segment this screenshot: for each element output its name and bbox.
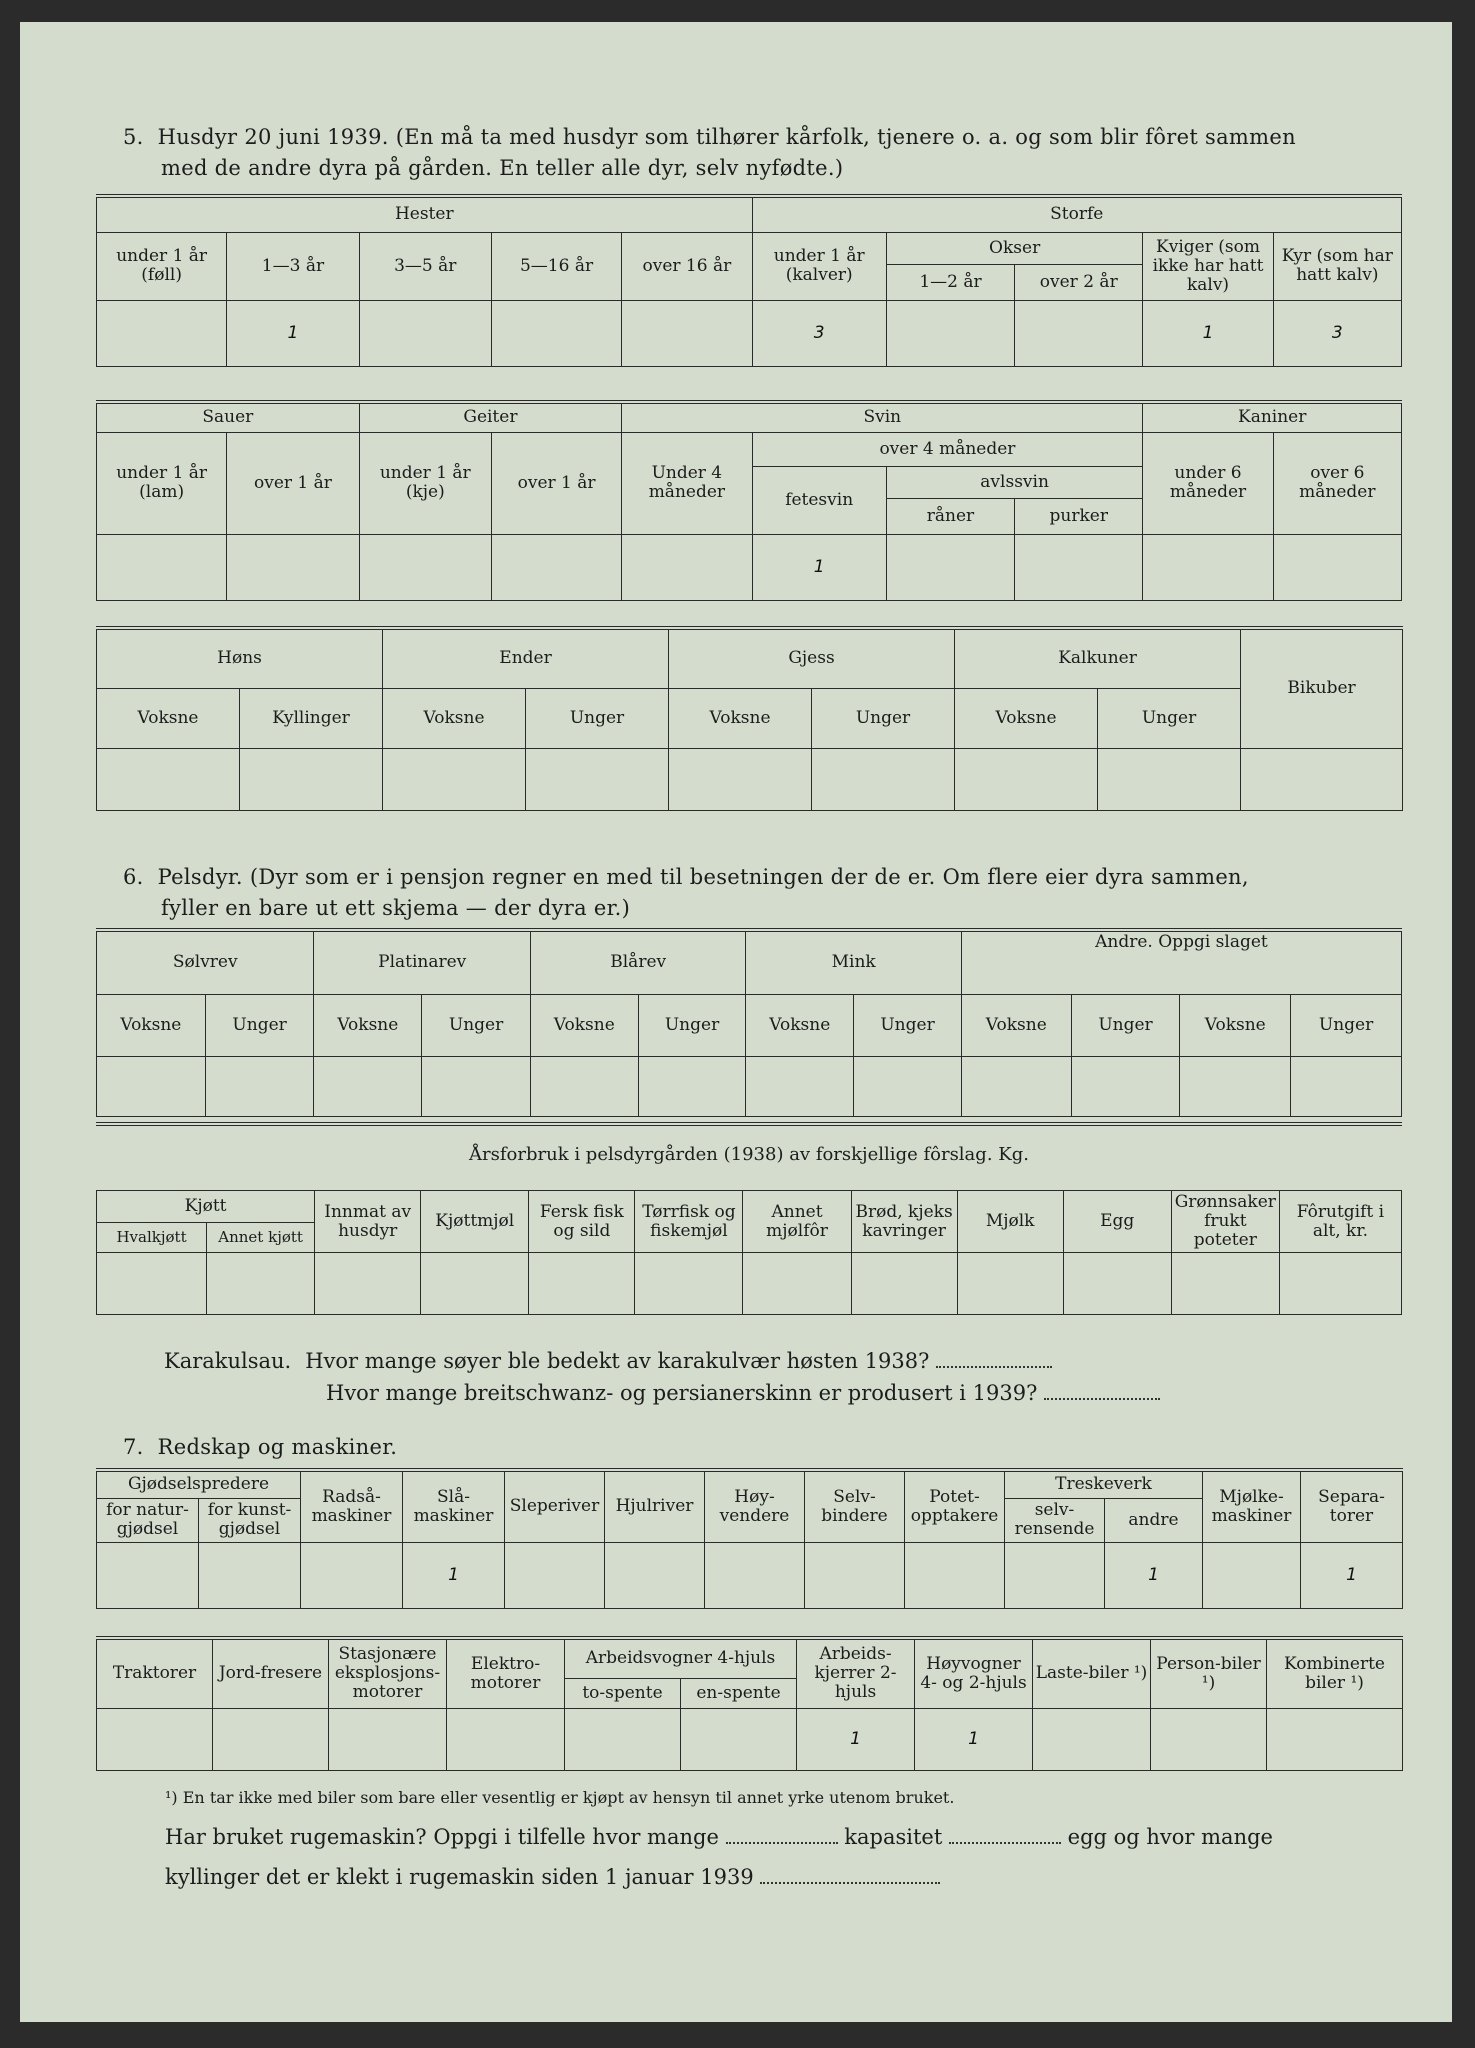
value-cell[interactable]: [622, 534, 752, 600]
col-foll: under 1 år (føll): [97, 232, 227, 300]
value-cell[interactable]: [529, 1253, 635, 1315]
col-okser: Okser: [886, 232, 1143, 264]
col-3-5: 3—5 år: [359, 232, 491, 300]
col-5-16: 5—16 år: [491, 232, 621, 300]
col-enspente: en-spente: [681, 1678, 797, 1708]
value-cell[interactable]: [315, 1253, 421, 1315]
col-voksne: Voksne: [383, 688, 526, 748]
value-cell[interactable]: [805, 1542, 905, 1608]
value-cell[interactable]: [1180, 1056, 1291, 1116]
value-cell[interactable]: [681, 1708, 797, 1770]
col-gronnsaker: Grønnsaker frukt poteter: [1171, 1191, 1279, 1253]
value-cell[interactable]: 1: [227, 300, 359, 366]
hester-label: Hester: [97, 196, 753, 232]
col-unger: Unger: [422, 994, 531, 1056]
value-cell[interactable]: [207, 1253, 315, 1315]
col-hvalkjott: Hvalkjøtt: [97, 1223, 207, 1253]
geiter-label: Geiter: [359, 402, 622, 432]
value-cell[interactable]: [705, 1542, 805, 1608]
section-number: 7.: [123, 1435, 144, 1459]
value-cell[interactable]: 1: [752, 534, 886, 600]
col-fersk-fisk: Fersk fisk og sild: [529, 1191, 635, 1253]
col-unger: Unger: [1291, 994, 1402, 1056]
col-okser-over-2: over 2 år: [1015, 264, 1143, 300]
col-voksne: Voksne: [97, 688, 240, 748]
redskap-table-2: [96, 1636, 1403, 1771]
col-lam: under 1 år (lam): [97, 432, 227, 534]
value-cell[interactable]: [1241, 748, 1403, 810]
sauer-svin-table: [96, 400, 1402, 601]
col-radsa: Radså-maskiner: [301, 1470, 403, 1542]
kalkuner-label: Kalkuner: [955, 628, 1241, 688]
value-cell[interactable]: [743, 1253, 851, 1315]
value-cell[interactable]: [886, 300, 1014, 366]
col-voksne: Voksne: [530, 994, 638, 1056]
rugemaskin-line-2: [165, 1862, 940, 1892]
value-cell[interactable]: [1151, 1708, 1267, 1770]
heading-line-1: Husdyr 20 juni 1939. (En må ta med husdyr som tilhører kårfolk, tjenere o. a. og som blir fôret sammen: [157, 125, 1296, 149]
value-cell[interactable]: 1: [915, 1708, 1033, 1770]
value-cell[interactable]: [851, 1253, 957, 1315]
col-raner: råner: [886, 498, 1014, 534]
value-cell[interactable]: [447, 1708, 565, 1770]
value-cell[interactable]: [359, 534, 491, 600]
redskap-values-1: [97, 1542, 1403, 1608]
gjodsel-label: Gjødselspredere: [97, 1470, 301, 1498]
value-cell[interactable]: 1: [1105, 1542, 1203, 1608]
col-unger: Unger: [812, 688, 955, 748]
footnote: ¹) En tar ikke med biler som bare eller vesentlig er kjøpt av hensyn til annet yrke utenom bruket.: [165, 1788, 955, 1807]
col-kyllinger: Kyllinger: [240, 688, 383, 748]
karakul-question-2: Hvor mange breitschwanz- og persianerskinn er produsert i 1939?: [326, 1381, 1038, 1405]
value-cell[interactable]: 1: [1143, 300, 1273, 366]
fjaerfe-values: [97, 748, 1403, 810]
andre-label: Andre. Oppgi slaget: [961, 930, 1401, 994]
value-cell[interactable]: [1015, 300, 1143, 366]
value-cell[interactable]: [1015, 534, 1143, 600]
treskeverk-label: Treskeverk: [1005, 1470, 1203, 1498]
value-cell[interactable]: [97, 300, 227, 366]
sauer-svin-values: [97, 534, 1402, 600]
heading-text: Redskap og maskiner.: [157, 1435, 398, 1459]
value-cell[interactable]: [240, 748, 383, 810]
heading-line-1: Pelsdyr. (Dyr som er i pensjon regner en med til besetningen der de er. Om flere eier dyra sammen,: [157, 865, 1249, 889]
value-cell[interactable]: [329, 1708, 447, 1770]
egg-label: egg og hvor mange: [1067, 1825, 1273, 1849]
col-forutgift: Fôrutgift i alt, kr.: [1279, 1191, 1401, 1253]
col-okser-1-2: 1—2 år: [886, 264, 1014, 300]
value-cell[interactable]: [1071, 1056, 1180, 1116]
value-cell[interactable]: [491, 534, 621, 600]
value-cell[interactable]: [1063, 1253, 1171, 1315]
value-cell[interactable]: [505, 1542, 605, 1608]
col-avlssvin: avlssvin: [886, 466, 1143, 498]
col-voksne: Voksne: [961, 994, 1071, 1056]
col-hoyvogner: Høyvogner 4- og 2-hjuls: [915, 1638, 1033, 1708]
value-cell[interactable]: 1: [1301, 1542, 1403, 1608]
value-cell[interactable]: [301, 1542, 403, 1608]
col-over-4: over 4 måneder: [752, 432, 1143, 466]
col-unger: Unger: [854, 994, 962, 1056]
value-cell[interactable]: [1033, 1708, 1151, 1770]
col-naturgjodsel: for natur-gjødsel: [97, 1498, 199, 1542]
col-potetopptakere: Potet-opptakere: [905, 1470, 1005, 1542]
pelsdyr-table: [96, 928, 1402, 1117]
col-selvbindere: Selv-bindere: [805, 1470, 905, 1542]
value-cell[interactable]: [957, 1253, 1063, 1315]
col-sau-over-1: over 1 år: [227, 432, 359, 534]
forbruk-values: [97, 1253, 1402, 1315]
col-brod: Brød, kjeks kavringer: [851, 1191, 957, 1253]
kapasitet-label: kapasitet: [844, 1825, 943, 1849]
pelsdyr-values: [97, 1056, 1402, 1116]
col-over-16: over 16 år: [622, 232, 752, 300]
hester-storfe-table: [96, 194, 1402, 367]
col-torrfisk: Tørrfisk og fiskemjøl: [635, 1191, 743, 1253]
col-tospente: to-spente: [565, 1678, 681, 1708]
col-kanin-over-6: over 6 måneder: [1273, 432, 1401, 534]
col-kalver: under 1 år (kalver): [752, 232, 886, 300]
col-unger: Unger: [638, 994, 746, 1056]
kapasitet-input[interactable]: [949, 1824, 1061, 1844]
value-cell[interactable]: [1273, 534, 1401, 600]
col-kviger: Kviger (som ikke har hatt kalv): [1143, 232, 1273, 300]
solvrev-label: Sølvrev: [97, 930, 314, 994]
arbeidsvogner-label: Arbeidsvogner 4-hjuls: [565, 1638, 797, 1678]
col-lastebiler: Laste-biler ¹): [1033, 1638, 1151, 1708]
value-cell[interactable]: [638, 1056, 746, 1116]
kyllinger-input[interactable]: [760, 1864, 940, 1884]
husdyr-heading: [123, 122, 1296, 184]
col-separatorer: Separa-torer: [1301, 1470, 1403, 1542]
col-annet-kjott: Annet kjøtt: [207, 1223, 315, 1253]
col-voksne: Voksne: [314, 994, 422, 1056]
value-cell[interactable]: [97, 748, 240, 810]
value-cell[interactable]: [359, 300, 491, 366]
col-voksne: Voksne: [669, 688, 812, 748]
value-cell[interactable]: [1005, 1542, 1105, 1608]
section-number: 5.: [123, 125, 144, 149]
value-cell[interactable]: [635, 1253, 743, 1315]
forbruk-table: [96, 1190, 1402, 1315]
col-unger: Unger: [526, 688, 669, 748]
col-unger: Unger: [1071, 994, 1180, 1056]
col-selvrensende: selv-rensende: [1005, 1498, 1105, 1542]
col-egg: Egg: [1063, 1191, 1171, 1253]
col-kyr: Kyr (som har hatt kalv): [1273, 232, 1401, 300]
col-fetesvin: fetesvin: [752, 466, 886, 534]
kaniner-label: Kaniner: [1143, 402, 1402, 432]
karakul-label: Karakulsau.: [164, 1349, 292, 1373]
karakul-question-1: Hvor mange søyer ble bedekt av karakulvær høsten 1938?: [305, 1349, 930, 1373]
col-geit-over-1: over 1 år: [491, 432, 621, 534]
value-cell[interactable]: 1: [797, 1708, 915, 1770]
section-number: 6.: [123, 865, 144, 889]
col-sleperiver: Sleperiver: [505, 1470, 605, 1542]
value-cell[interactable]: [669, 748, 812, 810]
value-cell[interactable]: [746, 1056, 854, 1116]
col-hjulriver: Hjulriver: [605, 1470, 705, 1542]
sauer-label: Sauer: [97, 402, 360, 432]
value-cell[interactable]: [97, 1542, 199, 1608]
col-kanin-under-6: under 6 måneder: [1143, 432, 1273, 534]
mink-label: Mink: [746, 930, 961, 994]
heading-line-2: med de andre dyra på gården. En teller alle dyr, selv nyfødte.): [161, 156, 844, 180]
svin-label: Svin: [622, 402, 1143, 432]
platinarev-label: Platinarev: [314, 930, 530, 994]
col-hoyvendere: Høy-vendere: [705, 1470, 805, 1542]
value-cell[interactable]: [1279, 1253, 1401, 1315]
forbruk-title: Årsforbruk i pelsdyrgården (1938) av forskjellige fôrslag. Kg.: [469, 1144, 1029, 1165]
kjott-label: Kjøtt: [97, 1191, 315, 1223]
col-innmat: Innmat av husdyr: [315, 1191, 421, 1253]
karakul-q2: [326, 1378, 1160, 1408]
value-cell[interactable]: [491, 300, 621, 366]
value-cell[interactable]: [812, 748, 955, 810]
kyllinger-question: kyllinger det er klekt i rugemaskin siden 1 januar 1939: [165, 1865, 754, 1889]
col-personbiler: Person-biler ¹): [1151, 1638, 1267, 1708]
pelsdyr-heading: [123, 862, 1249, 924]
col-svin-under-4: Under 4 måneder: [622, 432, 752, 534]
rugemaskin-question: Har bruket rugemaskin? Oppgi i tilfelle hvor mange: [165, 1825, 719, 1849]
forbruk-divider: [96, 1122, 1402, 1126]
census-form-page: [20, 22, 1452, 2022]
value-cell[interactable]: [421, 1253, 529, 1315]
col-stasjonaere: Stasjonære eksplosjons-motorer: [329, 1638, 447, 1708]
rugemaskin-antall-input[interactable]: [726, 1824, 838, 1844]
value-cell[interactable]: [97, 1056, 206, 1116]
hester-storfe-values: [97, 300, 1402, 366]
value-cell[interactable]: [205, 1056, 314, 1116]
value-cell[interactable]: [854, 1056, 962, 1116]
ender-label: Ender: [383, 628, 669, 688]
redskap-table-1: [96, 1468, 1403, 1609]
col-voksne: Voksne: [1180, 994, 1291, 1056]
karakul-q1: [164, 1346, 1052, 1376]
col-unger: Unger: [205, 994, 314, 1056]
col-arbeidskjerrer: Arbeids-kjerrer 2-hjuls: [797, 1638, 915, 1708]
value-cell[interactable]: [530, 1056, 638, 1116]
value-cell[interactable]: 1: [403, 1542, 505, 1608]
redskap-values-2: [97, 1708, 1403, 1770]
col-sla: Slå-maskiner: [403, 1470, 505, 1542]
value-cell[interactable]: [905, 1542, 1005, 1608]
col-jordfresere: Jord-fresere: [213, 1638, 329, 1708]
value-cell[interactable]: [961, 1056, 1071, 1116]
value-cell[interactable]: [199, 1542, 301, 1608]
col-voksne: Voksne: [97, 994, 206, 1056]
value-cell[interactable]: [622, 300, 752, 366]
storfe-label: Storfe: [752, 196, 1401, 232]
col-mjolkemaskiner: Mjølke-maskiner: [1203, 1470, 1301, 1542]
value-cell[interactable]: [1291, 1056, 1402, 1116]
value-cell[interactable]: 3: [752, 300, 886, 366]
col-mjolk: Mjølk: [957, 1191, 1063, 1253]
col-traktorer: Traktorer: [97, 1638, 213, 1708]
col-kunstgjodsel: for kunst-gjødsel: [199, 1498, 301, 1542]
blarev-label: Blårev: [530, 930, 745, 994]
col-1-3: 1—3 år: [227, 232, 359, 300]
gjess-label: Gjess: [669, 628, 955, 688]
value-cell[interactable]: [1143, 534, 1273, 600]
value-cell[interactable]: [565, 1708, 681, 1770]
karakul-answer-1[interactable]: [936, 1348, 1052, 1368]
value-cell[interactable]: [526, 748, 669, 810]
col-andre: andre: [1105, 1498, 1203, 1542]
col-kje: under 1 år (kje): [359, 432, 491, 534]
value-cell[interactable]: [314, 1056, 422, 1116]
col-annet-mjolfor: Annet mjølfôr: [743, 1191, 851, 1253]
hons-label: Høns: [97, 628, 383, 688]
col-elektromotorer: Elektro-motorer: [447, 1638, 565, 1708]
value-cell[interactable]: [1267, 1708, 1403, 1770]
col-kombinerte: Kombinerte biler ¹): [1267, 1638, 1403, 1708]
rugemaskin-line-1: [165, 1822, 1273, 1852]
value-cell[interactable]: [1171, 1253, 1279, 1315]
bikuber-label: Bikuber: [1241, 628, 1403, 748]
value-cell[interactable]: [1203, 1542, 1301, 1608]
value-cell[interactable]: 3: [1273, 300, 1401, 366]
col-voksne: Voksne: [955, 688, 1098, 748]
fjaerfe-table: [96, 626, 1403, 811]
value-cell[interactable]: [422, 1056, 531, 1116]
value-cell[interactable]: [227, 534, 359, 600]
redskap-heading: [123, 1432, 397, 1463]
value-cell[interactable]: [383, 748, 526, 810]
value-cell[interactable]: [97, 534, 227, 600]
value-cell[interactable]: [97, 1708, 213, 1770]
col-kjottmjol: Kjøttmjøl: [421, 1191, 529, 1253]
col-voksne: Voksne: [746, 994, 854, 1056]
value-cell[interactable]: [955, 748, 1098, 810]
col-purker: purker: [1015, 498, 1143, 534]
value-cell[interactable]: [213, 1708, 329, 1770]
karakul-answer-2[interactable]: [1044, 1380, 1160, 1400]
value-cell[interactable]: [1098, 748, 1241, 810]
heading-line-2: fyller en bare ut ett skjema — der dyra er.): [161, 896, 631, 920]
value-cell[interactable]: [886, 534, 1014, 600]
col-unger: Unger: [1098, 688, 1241, 748]
value-cell[interactable]: [97, 1253, 207, 1315]
value-cell[interactable]: [605, 1542, 705, 1608]
